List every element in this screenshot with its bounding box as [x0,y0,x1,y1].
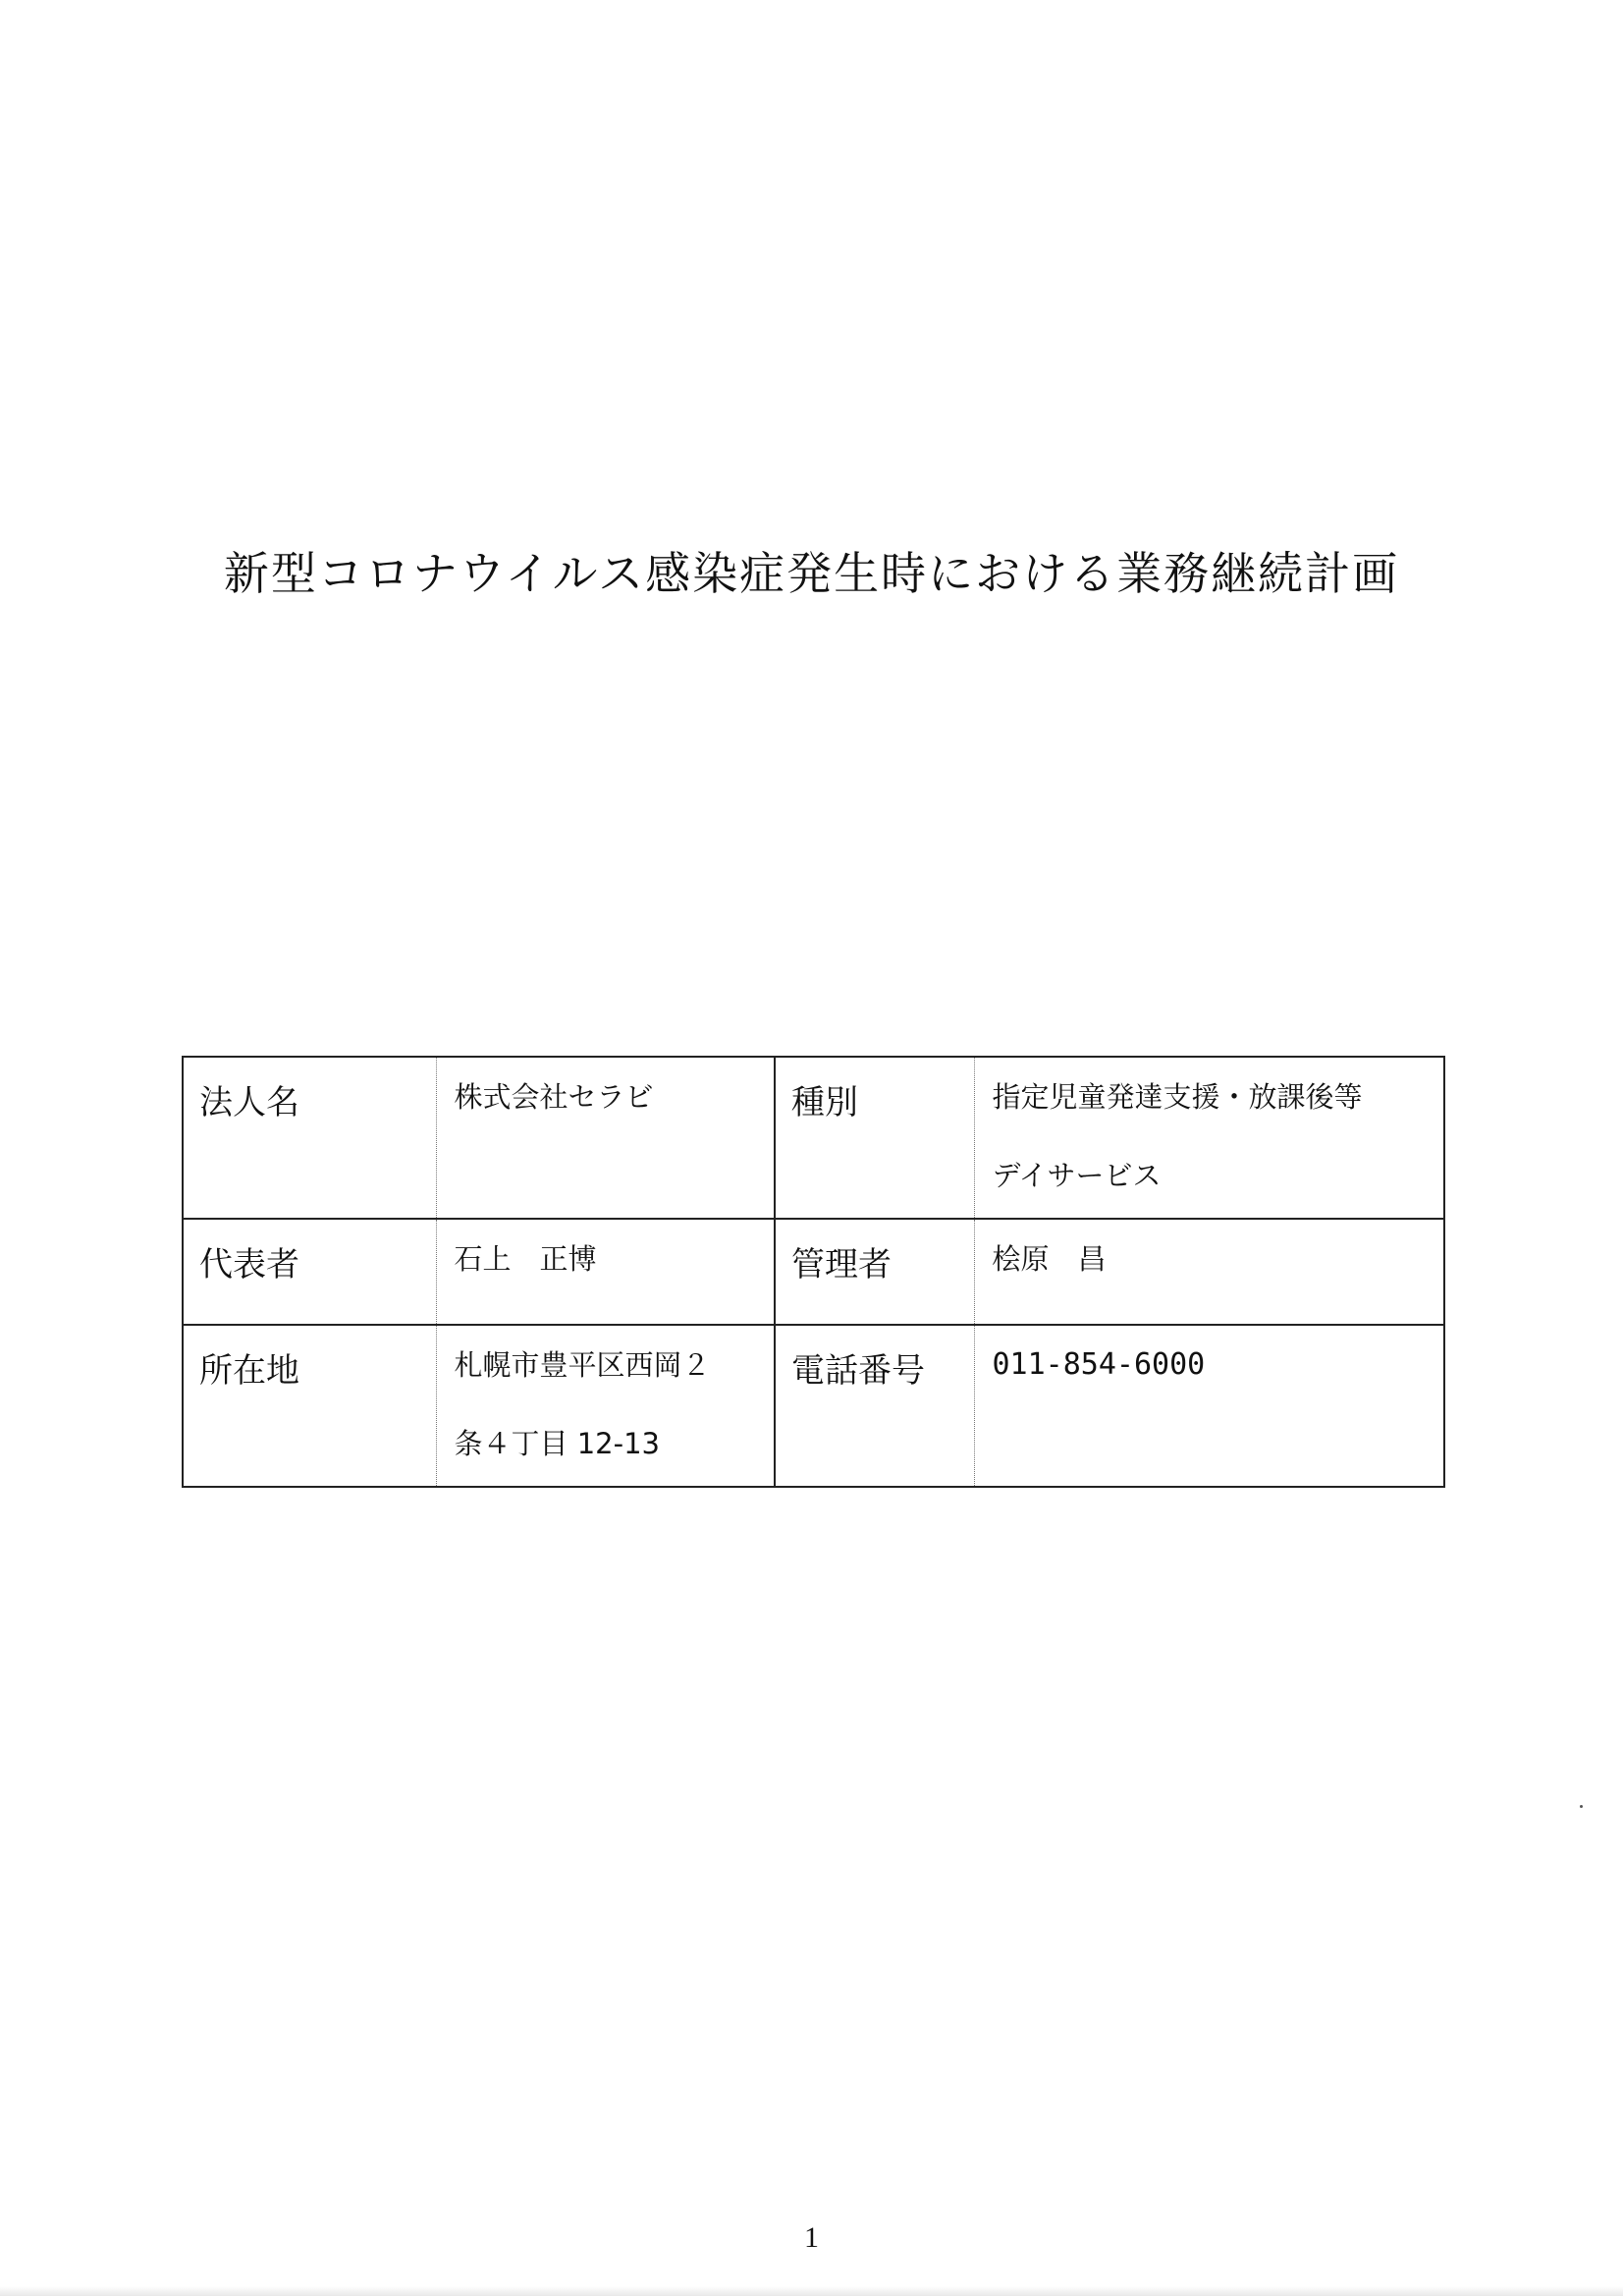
phone-label-cell [775,1325,974,1487]
address-value-line-1: 札幌市豊平区西岡２ [454,1348,711,1382]
corporation-name-value: 株式会社セラビ [454,1080,654,1114]
manager-label-cell [775,1219,974,1325]
representative-label: 代表者 [199,1245,299,1285]
phone-label: 電話番号 [791,1351,925,1391]
manager-value-cell [974,1219,1444,1325]
address-value-line-2: 条４丁目 12-13 [454,1427,660,1460]
representative-value-cell [436,1219,775,1325]
address-label-cell [183,1325,436,1487]
table-row-representative [183,1219,1444,1325]
service-type-value-line-2: デイサービス [992,1159,1162,1192]
address-value-cell [436,1325,775,1487]
facility-info-table [182,1056,1445,1488]
scan-speck [1580,1805,1583,1808]
table-row-address [183,1325,1444,1487]
manager-value: 桧原 昌 [992,1242,1107,1276]
service-type-label-cell [775,1057,974,1219]
corporation-name-label-cell [183,1057,436,1219]
service-type-value-line-1: 指定児童発達支援・放課後等 [992,1080,1363,1114]
phone-value: 011-854-6000 [992,1347,1206,1382]
page-number: 1 [804,2221,819,2254]
scan-bottom-edge [0,2286,1623,2296]
representative-value: 石上 正博 [454,1242,597,1276]
address-label: 所在地 [199,1351,299,1391]
manager-label: 管理者 [791,1245,892,1285]
document-title: 新型コロナウイルス感染症発生時における業務継続計画 [223,547,1400,600]
phone-value-cell [974,1325,1444,1487]
service-type-label: 種別 [791,1083,858,1122]
corporation-name-value-cell [436,1057,775,1219]
representative-label-cell [183,1219,436,1325]
service-type-value-cell [974,1057,1444,1219]
table-row-corporation [183,1057,1444,1219]
corporation-name-label: 法人名 [199,1083,299,1122]
